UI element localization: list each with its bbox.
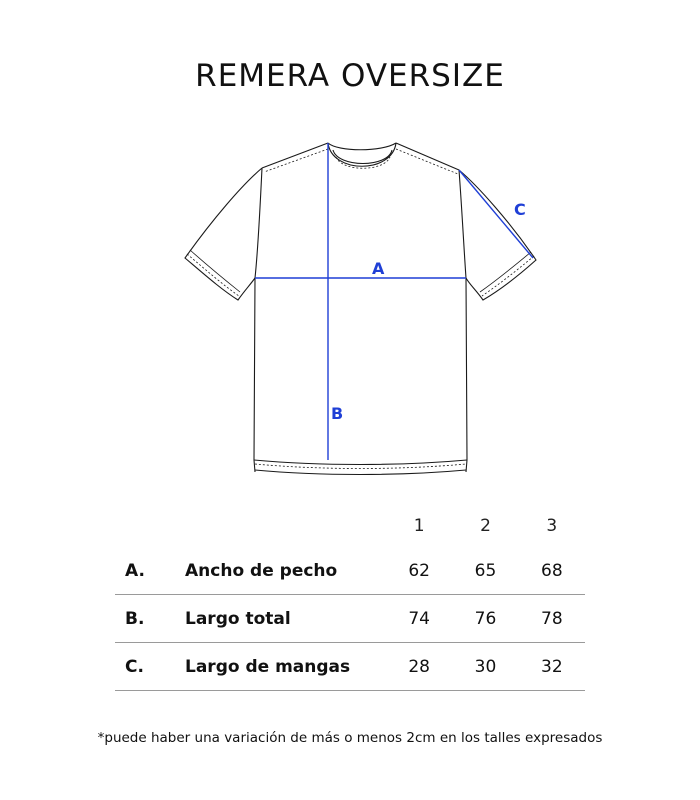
right-sleeve	[459, 170, 536, 300]
row-name: Largo de mangas	[184, 643, 386, 691]
size-value: 76	[452, 595, 518, 643]
row-letter: C.	[115, 643, 184, 691]
size-value: 68	[519, 547, 585, 595]
hem	[254, 460, 467, 465]
left-side	[254, 168, 262, 460]
column-header: 2	[480, 516, 491, 536]
label-b: B	[331, 404, 344, 423]
label-c: C	[514, 200, 526, 219]
footnote: *puede haber una variación de más o menos 2cm en los talles expresados	[97, 730, 603, 746]
size-value: 62	[386, 547, 452, 595]
tshirt-diagram	[170, 130, 550, 490]
left-shoulder	[262, 143, 328, 168]
row-letter: A.	[115, 547, 184, 595]
collar-outer	[328, 143, 396, 166]
right-side	[459, 170, 467, 460]
table-header-row	[115, 505, 585, 547]
size-value: 30	[452, 643, 518, 691]
column-header: 1	[413, 516, 425, 536]
table-row	[115, 643, 585, 691]
column-header: 3	[546, 516, 558, 536]
size-value: 78	[519, 595, 585, 643]
size-table	[115, 505, 585, 691]
size-value: 32	[519, 643, 585, 691]
label-a: A	[372, 259, 385, 278]
table-row	[115, 595, 585, 643]
table-row	[115, 547, 585, 595]
collar-outline	[328, 143, 396, 150]
row-letter: B.	[115, 595, 184, 643]
left-sleeve	[185, 168, 262, 300]
size-value: 28	[386, 643, 452, 691]
right-shoulder	[396, 143, 459, 170]
size-value: 65	[452, 547, 518, 595]
row-name: Largo total	[184, 595, 386, 643]
size-value: 74	[386, 595, 452, 643]
row-name: Ancho de pecho	[184, 547, 386, 595]
page-title: REMERA OVERSIZE	[195, 58, 505, 94]
